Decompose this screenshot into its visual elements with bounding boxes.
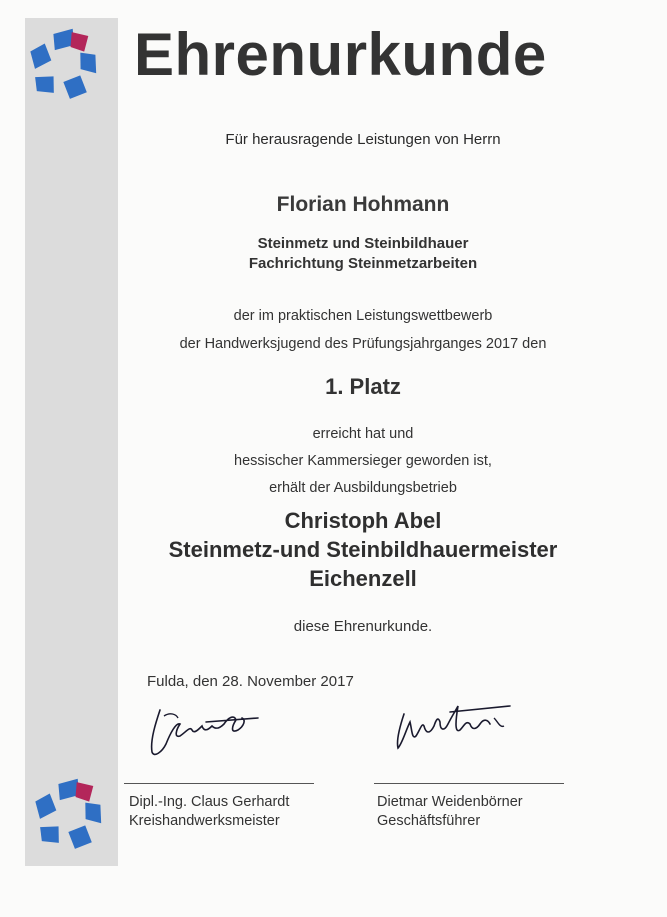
- signature-weidenboerner: [390, 700, 520, 760]
- place-date: Fulda, den 28. November 2017: [147, 673, 354, 690]
- company-line: Steinmetz-und Steinbildhauermeister: [168, 537, 558, 562]
- company-line: Eichenzell: [309, 566, 417, 591]
- achievement-line: hessischer Kammersieger geworden ist,: [234, 453, 492, 469]
- recipient-name: Florian Hohmann: [276, 193, 450, 216]
- signature-line-left: [124, 783, 314, 784]
- achievement-text: [118, 421, 608, 502]
- profession: [118, 234, 608, 274]
- company-line: Christoph Abel: [284, 508, 442, 533]
- signature-gerhardt: [146, 700, 266, 760]
- signatory-name: Dietmar Weidenbörner: [377, 794, 523, 810]
- handwerk-logo-icon: [33, 778, 107, 852]
- intro-text: Für herausragende Leistungen von Herrn: [225, 131, 501, 148]
- training-company: [118, 506, 608, 593]
- achievement-line: erhält der Ausbildungsbetrieb: [269, 480, 457, 496]
- signature-line-right: [374, 783, 564, 784]
- signatory-role: Geschäftsführer: [377, 813, 481, 829]
- signatory-left: [129, 793, 289, 831]
- handwerk-logo-icon: [28, 28, 102, 102]
- achievement-line: erreicht hat und: [312, 426, 414, 442]
- certificate-title: Ehrenurkunde: [134, 21, 547, 88]
- profession-line: Steinmetz und Steinbildhauer: [257, 235, 469, 252]
- side-band: [25, 18, 118, 866]
- placement: 1. Platz: [325, 374, 401, 399]
- profession-line: Fachrichtung Steinmetzarbeiten: [248, 255, 478, 272]
- signatory-role: Kreishandwerksmeister: [129, 813, 280, 829]
- competition-text: [118, 302, 608, 358]
- competition-line: der Handwerksjugend des Prüfungsjahrganges 2017 den: [179, 336, 547, 352]
- closing-text: diese Ehrenurkunde.: [293, 618, 433, 635]
- competition-line: der im praktischen Leistungswettbewerb: [233, 308, 493, 324]
- signatory-name: Dipl.-Ing. Claus Gerhardt: [129, 794, 290, 810]
- signatory-right: [377, 793, 523, 831]
